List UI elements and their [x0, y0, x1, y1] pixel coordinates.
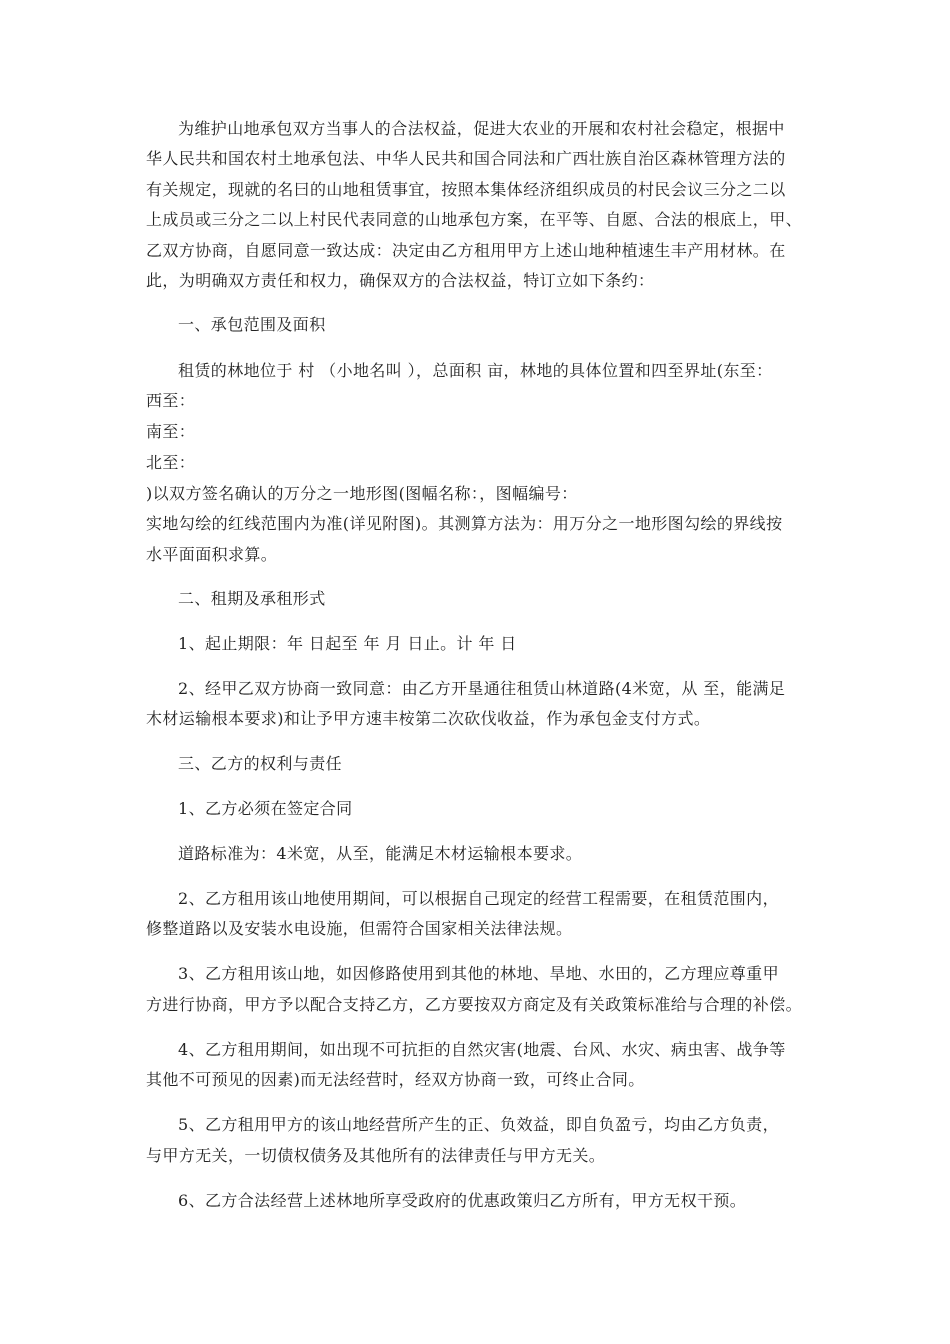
clause-line: 木材运输根本要求)和让予甲方速丰桉第二次砍伐收益，作为承包金支付方式。: [146, 709, 711, 728]
intro-line: 此，为明确双方责任和权力，确保双方的合法权益，特订立如下条约：: [146, 271, 655, 290]
section-heading: 一、承包范围及面积: [178, 315, 326, 334]
clause-line: 5、乙方租用甲方的该山地经营所产生的正、负效益，即自负盈亏，均由乙方负责，: [178, 1115, 779, 1134]
body-line: 实地勾绘的红线范围内为准(详见附图)。其测算方法为：用万分之一地形图勾绘的界线按: [146, 514, 783, 533]
intro-line: 上成员或三分之二以上村民代表同意的山地承包方案，在平等、自愿、合法的根底上，甲、: [146, 210, 803, 229]
clause-line: 2、经甲乙双方协商一致同意：由乙方开垦通往租赁山林道路(4米宽，从 至，能满足: [178, 679, 786, 698]
clause-line: 3、乙方租用该山地，如因修路使用到其他的林地、旱地、水田的，乙方理应尊重甲: [178, 964, 779, 983]
clause-line: 4、乙方租用期间，如出现不可抗拒的自然灾害(地震、台风、水灾、病虫害、战争等: [178, 1040, 786, 1059]
section-heading: 二、租期及承租形式: [178, 589, 326, 608]
intro-line: 有关规定，现就的名曰的山地租赁事宜，按照本集体经济组织成员的村民会议三分之二以: [146, 180, 786, 199]
intro-line: 为维护山地承包双方当事人的合法权益，促进大农业的开展和农村社会稳定，根据中: [178, 119, 785, 138]
clause-line: 6、乙方合法经营上述林地所享受政府的优惠政策归乙方所有，甲方无权干预。: [178, 1191, 747, 1210]
clause-line: 2、乙方租用该山地使用期间，可以根据自己现定的经营工程需要，在租赁范围内，: [178, 889, 779, 908]
clause-line: 与甲方无关，一切债权债务及其他所有的法律责任与甲方无关。: [146, 1146, 606, 1165]
body-line: 北至：: [146, 453, 196, 472]
body-line: 南至：: [146, 422, 196, 441]
body-line: 西至：: [146, 391, 196, 410]
body-line: 水平面面积求算。: [146, 545, 278, 564]
clause-line: 修整道路以及安装水电设施，但需符合国家相关法律法规。: [146, 919, 573, 938]
body-line: )以双方签名确认的万分之一地形图(图幅名称：，图幅编号：: [146, 484, 578, 503]
clause-line: 道路标准为：4米宽，从至，能满足木材运输根本要求。: [178, 844, 583, 863]
clause-line: 方进行协商，甲方予以配合支持乙方，乙方要按双方商定及有关政策标准给与合理的补偿。: [146, 995, 803, 1014]
clause-line: 其他不可预见的因素)而无法经营时，经双方协商一致，可终止合同。: [146, 1070, 645, 1089]
section-heading: 三、乙方的权利与责任: [178, 754, 343, 773]
intro-line: 乙双方协商，自愿同意一致达成：决定由乙方租用甲方上述山地种植速生丰产用材林。在: [146, 241, 786, 260]
clause-line: 1、乙方必须在签定合同: [178, 799, 353, 818]
clause-line: 1、起止期限：年 日起至 年 月 日止。计 年 日: [178, 634, 517, 653]
intro-line: 华人民共和国农村土地承包法、中华人民共和国合同法和广西壮族自治区森林管理方法的: [146, 149, 786, 168]
body-line: 租赁的林地位于 村 （小地名叫 ），总面积 亩，林地的具体位置和四至界址(东至：: [178, 361, 773, 380]
